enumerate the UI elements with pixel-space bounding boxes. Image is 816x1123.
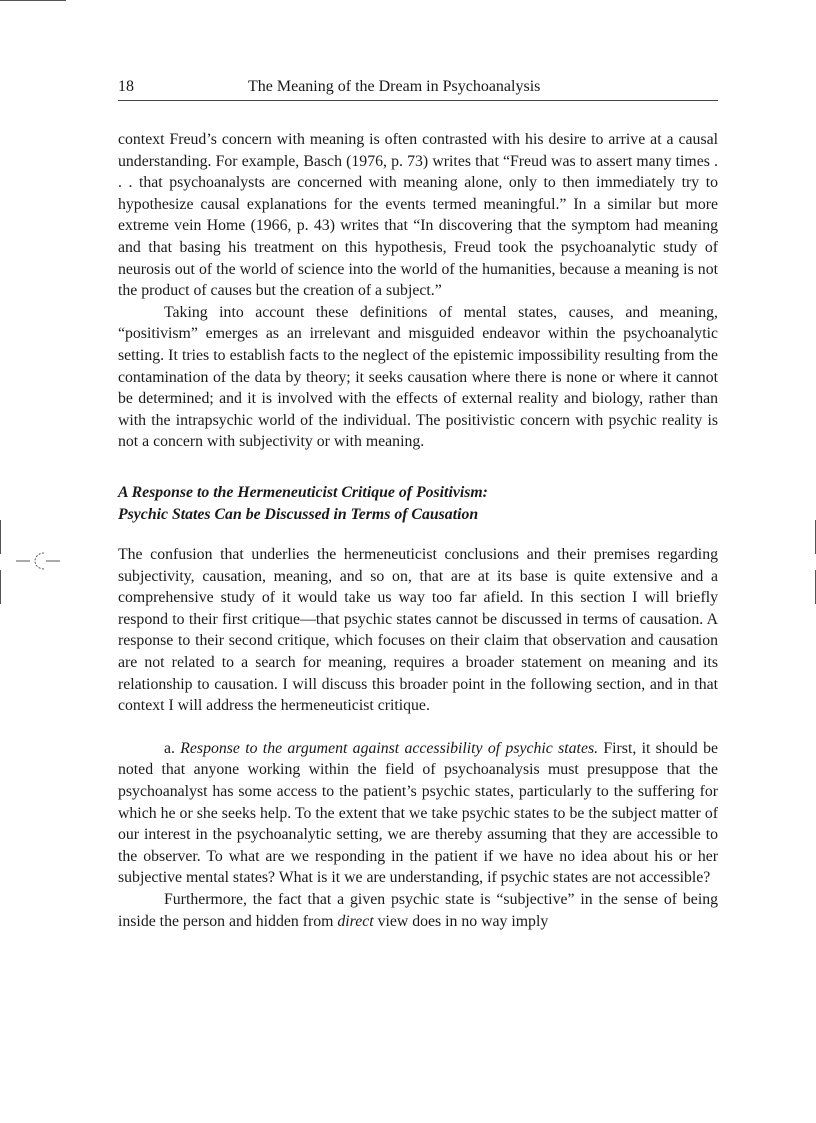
paragraph-response-a: [118, 738, 718, 889]
section-heading-line-1: A Response to the Hermeneuticist Critique of Positivism:: [118, 483, 488, 501]
emphasis-direct: direct: [337, 912, 374, 930]
crop-mark-left-lower: [0, 570, 1, 604]
list-marker: a.: [164, 739, 181, 757]
section-heading-line-2: Psychic States Can be Discussed in Terms of Causation: [118, 505, 479, 523]
section-heading: [118, 482, 718, 525]
body-text: [118, 129, 718, 932]
crop-mark-left-upper: [0, 520, 1, 554]
paragraph-furthermore-end: view does in no way imply: [373, 912, 549, 930]
subsection-title: Response to the argument against accessibility of psychic states.: [180, 739, 599, 757]
book-title: The Meaning of the Dream in Psychoanalysis: [248, 78, 541, 95]
paragraph-response-a-text: First, it should be noted that anyone working within the field of psychoanalysis must presuppose that the psychoanalyst has some access to the patient’s psychic states, particularly to the suffering for which he or she seeks help. To the extent that we take psychic states to be the subject matter of our interest in the psychoanalytic setting, we are thereby assuming that they are accessible to the observer. To what are we responding in the patient if we have no idea about his or her subjective mental states? What is it we are understanding, if psychic states are not accessible?: [118, 739, 718, 887]
registration-mark-icon: [16, 548, 68, 574]
paragraph-section-intro: The confusion that underlies the hermeneuticist conclusions and their premises regarding subjectivity, causation, meaning, and so on, that are at its base is quite extensive and a comprehensive study of it would take us way too far afield. In this section I will briefly respond to their first critique—that psychic states cannot be discussed in terms of causation. A response to their second critique, which focuses on their claim that observation and causation are not related to a search for meaning, requires a broader statement on meaning and its relationship to causation. I will discuss this broader point in the following section, and in that context I will address the hermeneuticist critique.: [118, 546, 718, 715]
paragraph-positivism: Taking into account these definitions of mental states, causes, and meaning, “positivism” emerges as an irrelevant and misguided endeavor within the psychoanalytic setting. It tries to establish facts to the neglect of the epistemic impossibility resulting from the contamination of the data by theory; it seeks causation where there is none or where it cannot be determined; and it is involved with the effects of external reality and biology, rather than with the intrapsychic world of the individual. The positivistic concern with psychic reality is not a concern with subjectivity or with meaning.: [118, 303, 718, 451]
crop-mark-top: [0, 0, 66, 1]
paragraph-furthermore: [118, 889, 718, 932]
paragraph-furthermore-start: Furthermore, the fact that a given psychic state is “subjective” in the sense of being inside the person and hidden from: [118, 891, 718, 930]
paragraph-continuation: context Freud’s concern with meaning is often contrasted with his desire to arrive at a causal understanding. For example, Basch (1976, p. 73) writes that “Freud was to assert many times . . . that psychoanalysts are concerned with meaning alone, only to then immediately try to hypothesize causal explanations for the events termed meaningful.” In a similar but more extreme vein Home (1966, p. 43) writes that “In discovering that the symptom had meaning and that basing his treatment on this hypothesis, Freud took the psychoanalytic study of neurosis out of the world of science into the world of the humanities, because a meaning is not the product of causes but the creation of a subject.”: [118, 131, 718, 300]
running-head: [118, 76, 718, 101]
page-number: 18: [118, 78, 134, 95]
